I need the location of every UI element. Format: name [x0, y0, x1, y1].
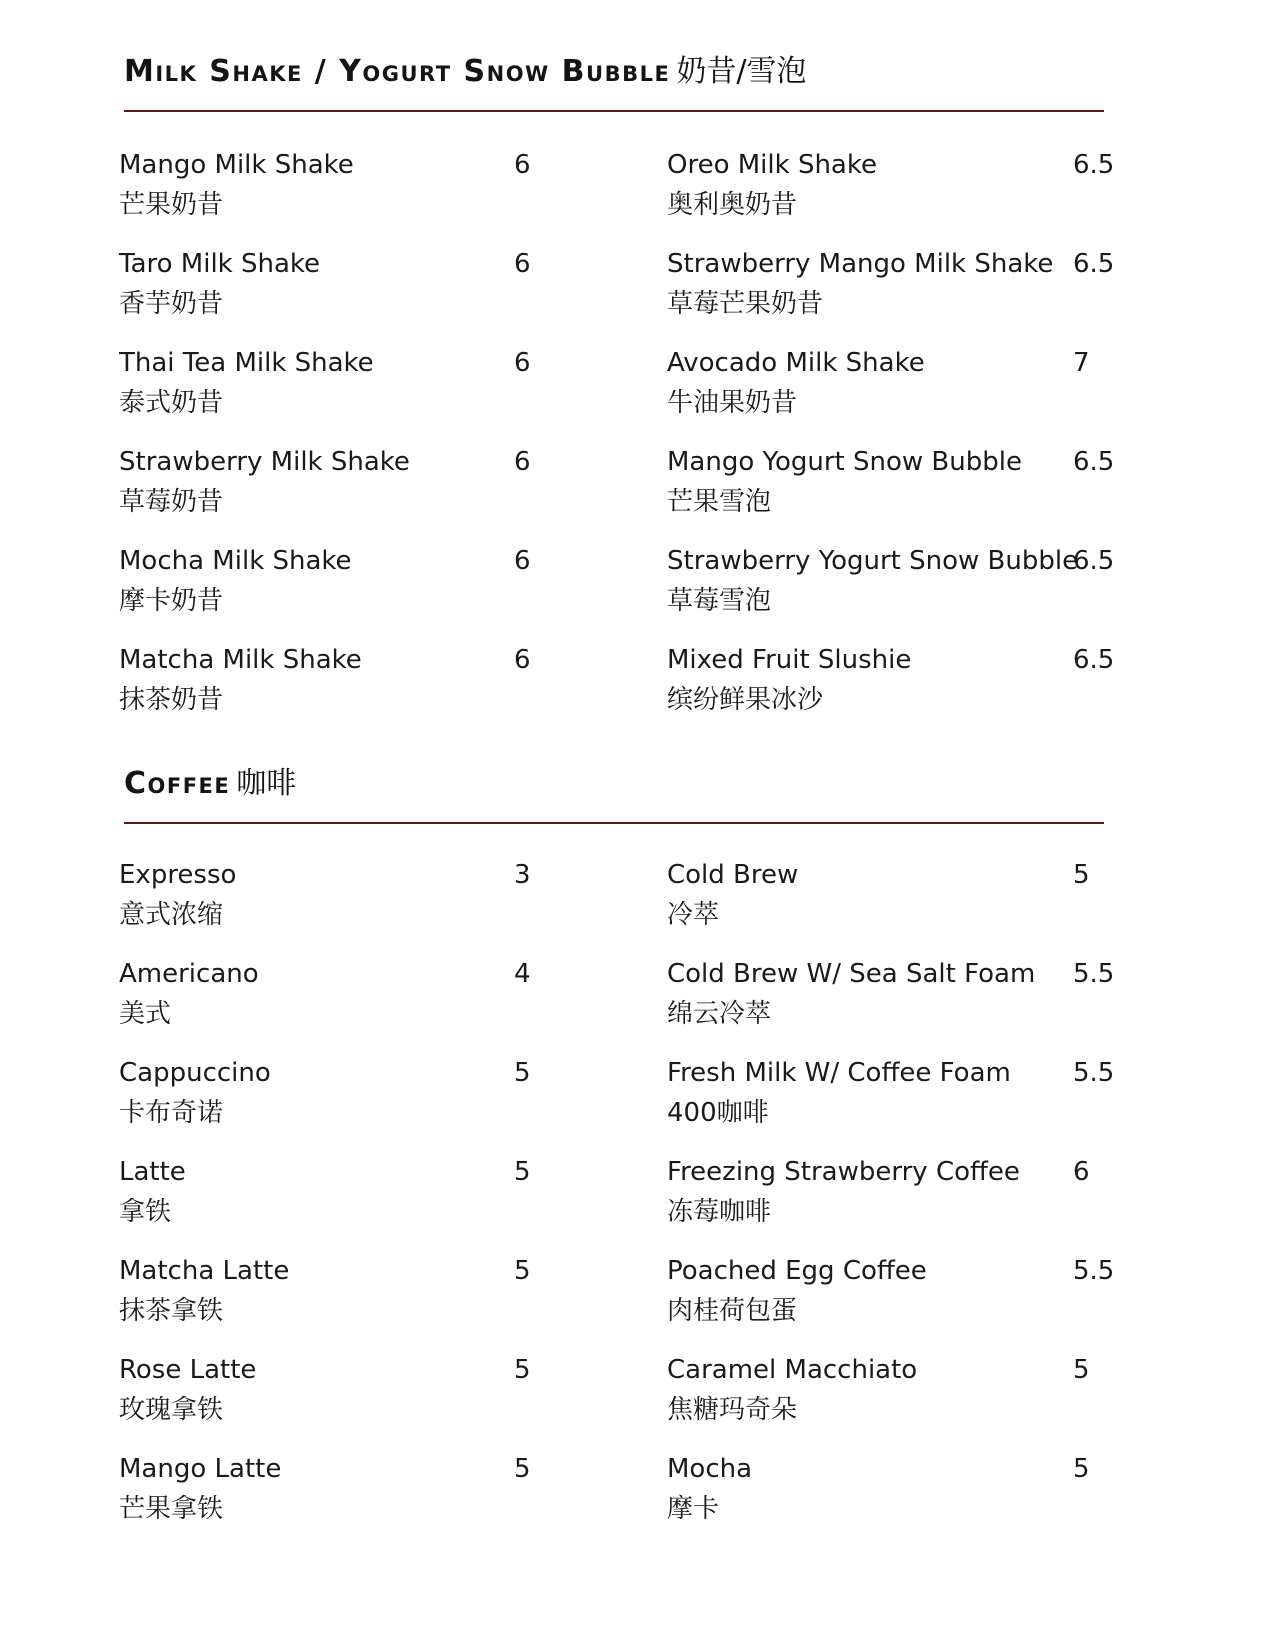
menu-item [119, 1256, 589, 1336]
item-name-zh: 意式浓缩 [119, 900, 224, 930]
item-price: 6 [514, 249, 531, 279]
item-price: 5 [514, 1355, 531, 1385]
menu-item [667, 447, 1137, 527]
item-name-zh: 草莓雪泡 [667, 586, 772, 616]
menu-item [119, 447, 589, 527]
menu-item [667, 348, 1137, 428]
item-name-zh: 芒果雪泡 [667, 487, 772, 517]
item-name: Matcha Milk Shake [119, 645, 362, 675]
item-price: 5 [1073, 1454, 1090, 1484]
item-name-zh: 泰式奶昔 [119, 388, 224, 418]
item-name: Strawberry Yogurt Snow Bubble [667, 546, 1079, 576]
section-title-en: Milk Shake / Yogurt Snow Bubble [124, 54, 671, 89]
item-name: Mixed Fruit Slushie [667, 645, 912, 675]
section-title [124, 46, 806, 90]
item-price: 5 [514, 1058, 531, 1088]
item-name-zh: 抹茶奶昔 [119, 685, 224, 715]
menu-item [667, 959, 1137, 1039]
menu-item [119, 1454, 589, 1534]
item-name-zh: 草莓奶昔 [119, 487, 224, 517]
item-name-zh: 草莓芒果奶昔 [667, 289, 824, 319]
item-name: Cold Brew W/ Sea Salt Foam [667, 959, 1036, 989]
item-name-zh: 400咖啡 [667, 1098, 769, 1128]
menu-item [119, 1157, 589, 1237]
menu-item [119, 959, 589, 1039]
item-name: Mocha Milk Shake [119, 546, 352, 576]
item-name-zh: 摩卡奶昔 [119, 586, 224, 616]
item-name-zh: 拿铁 [119, 1197, 172, 1227]
menu-item [119, 348, 589, 428]
item-name: Mango Latte [119, 1454, 282, 1484]
item-price: 5 [1073, 1355, 1090, 1385]
item-name-zh: 摩卡 [667, 1494, 720, 1524]
item-price: 5 [514, 1157, 531, 1187]
section-title-zh: 奶昔/雪泡 [676, 54, 807, 89]
item-name-zh: 卡布奇诺 [119, 1098, 224, 1128]
menu-item [119, 249, 589, 329]
section-title [124, 758, 296, 802]
item-name-zh: 香芋奶昔 [119, 289, 224, 319]
item-name: Mango Yogurt Snow Bubble [667, 447, 1022, 477]
item-name-zh: 肉桂荷包蛋 [667, 1296, 798, 1326]
menu-item [667, 1454, 1137, 1534]
menu-item [667, 860, 1137, 940]
item-name: Thai Tea Milk Shake [119, 348, 374, 378]
item-name-zh: 美式 [119, 999, 172, 1029]
item-name-zh: 奥利奥奶昔 [667, 190, 798, 220]
item-price: 6 [514, 150, 531, 180]
item-name: Cold Brew [667, 860, 799, 890]
item-name: Rose Latte [119, 1355, 257, 1385]
menu-item [667, 1355, 1137, 1435]
item-name: Oreo Milk Shake [667, 150, 877, 180]
item-price: 5.5 [1073, 1256, 1115, 1286]
item-price: 5 [514, 1256, 531, 1286]
item-price: 6 [514, 447, 531, 477]
item-name: Mocha [667, 1454, 753, 1484]
section-divider [124, 822, 1104, 824]
menu-item [667, 546, 1137, 626]
item-price: 6 [514, 645, 531, 675]
item-name: Freezing Strawberry Coffee [667, 1157, 1020, 1187]
section-divider [124, 110, 1104, 112]
menu-item [667, 150, 1137, 230]
item-name-zh: 牛油果奶昔 [667, 388, 798, 418]
item-price: 6.5 [1073, 249, 1115, 279]
menu-item [667, 1256, 1137, 1336]
item-price: 5 [514, 1454, 531, 1484]
section-title-zh: 咖啡 [236, 766, 297, 801]
item-name: Latte [119, 1157, 186, 1187]
item-name-zh: 抹茶拿铁 [119, 1296, 224, 1326]
item-name-zh: 缤纷鲜果冰沙 [667, 685, 824, 715]
item-price: 6.5 [1073, 546, 1115, 576]
item-price: 5.5 [1073, 1058, 1115, 1088]
item-price: 6 [514, 348, 531, 378]
item-name: Avocado Milk Shake [667, 348, 925, 378]
menu-item [119, 150, 589, 230]
item-price: 4 [514, 959, 531, 989]
item-name: Strawberry Milk Shake [119, 447, 410, 477]
item-price: 5 [1073, 860, 1090, 890]
menu-item [119, 546, 589, 626]
item-price: 6 [514, 546, 531, 576]
item-name-zh: 玫瑰拿铁 [119, 1395, 224, 1425]
item-price: 6.5 [1073, 645, 1115, 675]
item-price: 3 [514, 860, 531, 890]
item-price: 7 [1073, 348, 1090, 378]
item-name: Americano [119, 959, 259, 989]
item-name-zh: 芒果奶昔 [119, 190, 224, 220]
menu-item [119, 645, 589, 725]
item-name-zh: 绵云冷萃 [667, 999, 772, 1029]
item-name-zh: 冻莓咖啡 [667, 1197, 772, 1227]
item-price: 6 [1073, 1157, 1090, 1187]
menu-item [667, 249, 1137, 329]
item-name: Expresso [119, 860, 237, 890]
menu-item [667, 645, 1137, 725]
item-name-zh: 冷萃 [667, 900, 720, 930]
menu-item [119, 1355, 589, 1435]
item-name: Taro Milk Shake [119, 249, 321, 279]
item-name: Matcha Latte [119, 1256, 290, 1286]
item-price: 5.5 [1073, 959, 1115, 989]
item-name: Mango Milk Shake [119, 150, 354, 180]
item-name: Strawberry Mango Milk Shake [667, 249, 1054, 279]
menu-item [667, 1058, 1137, 1138]
item-price: 6.5 [1073, 150, 1115, 180]
menu-item [119, 860, 589, 940]
item-name: Cappuccino [119, 1058, 271, 1088]
item-price: 6.5 [1073, 447, 1115, 477]
section-header-coffee [124, 766, 1104, 810]
item-name: Caramel Macchiato [667, 1355, 918, 1385]
menu-item [667, 1157, 1137, 1237]
item-name: Poached Egg Coffee [667, 1256, 927, 1286]
item-name: Fresh Milk W/ Coffee Foam [667, 1058, 1011, 1088]
section-title-en: Coffee [124, 766, 231, 801]
item-name-zh: 芒果拿铁 [119, 1494, 224, 1524]
section-header-milkshake [124, 54, 1104, 98]
item-name-zh: 焦糖玛奇朵 [667, 1395, 798, 1425]
menu-item [119, 1058, 589, 1138]
